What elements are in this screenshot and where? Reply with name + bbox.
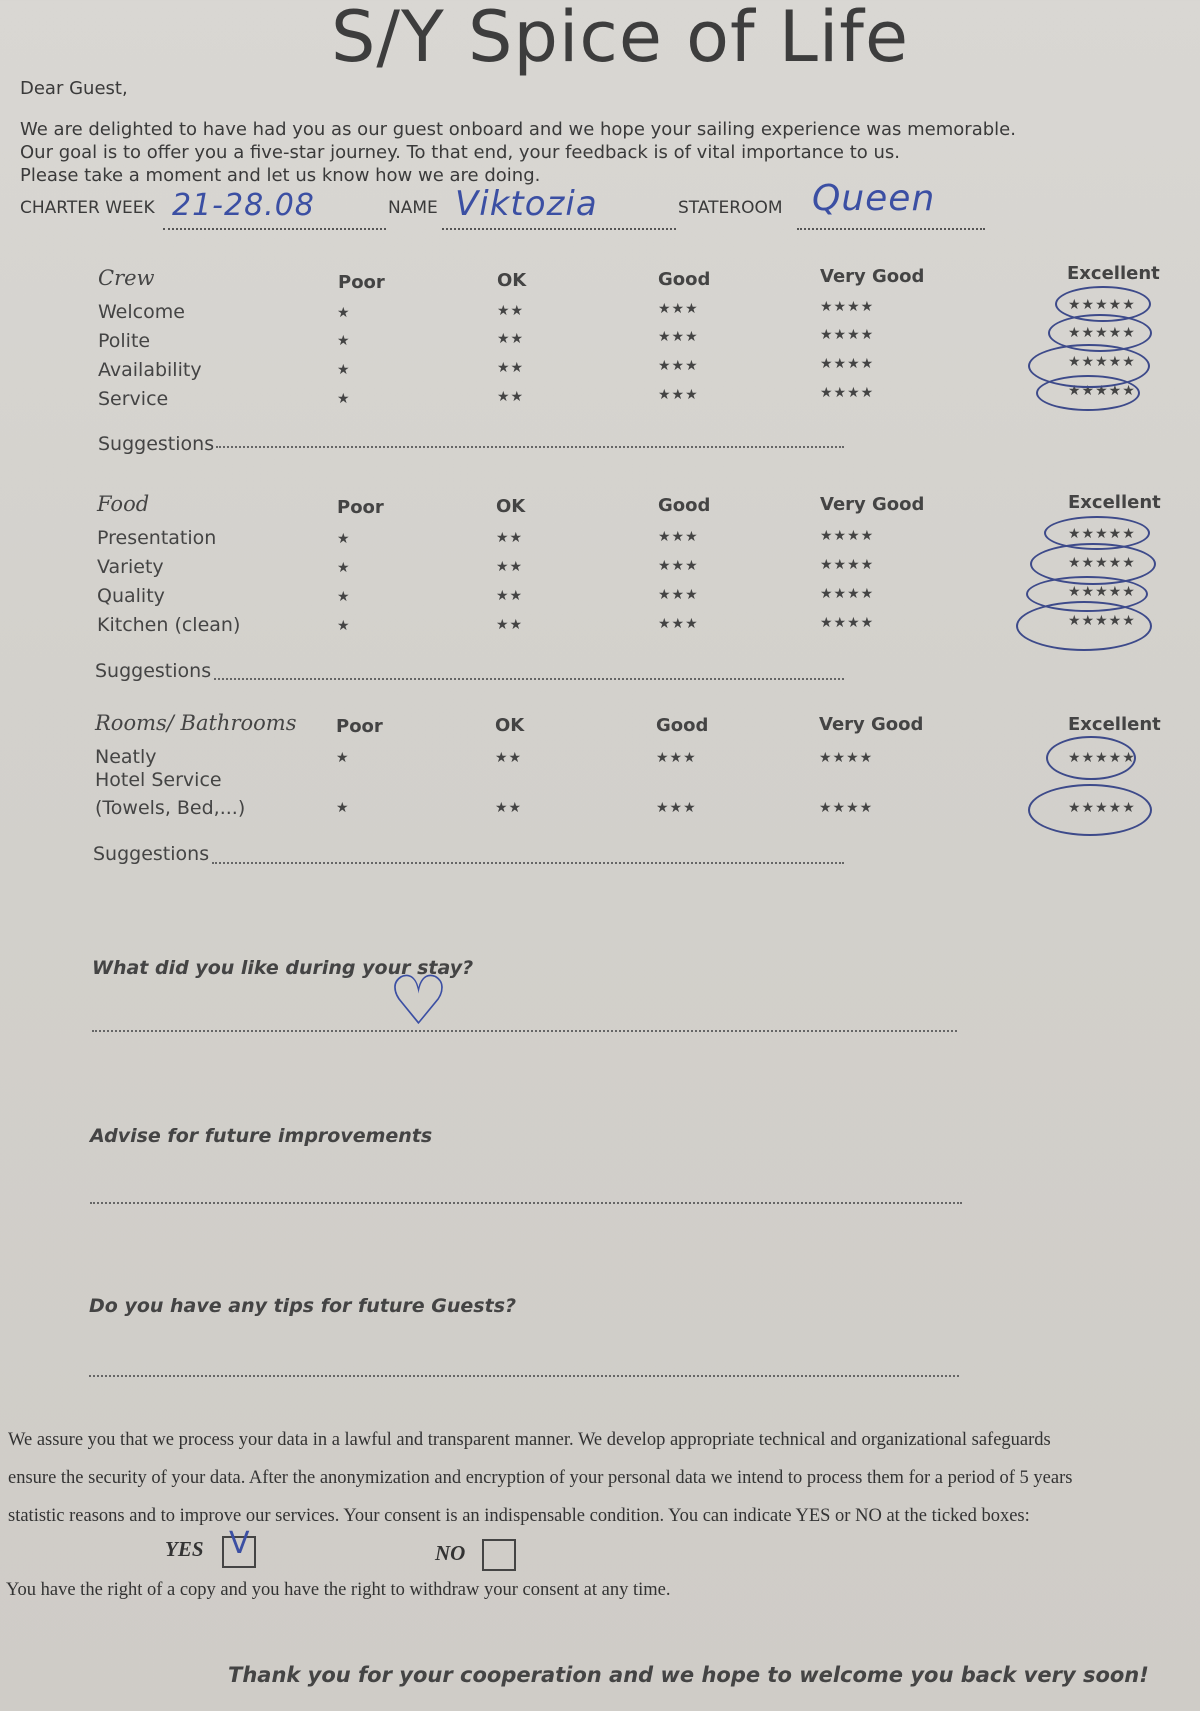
row-label-quality: Quality [97, 585, 165, 607]
rating-good[interactable]: ★★★ [656, 750, 697, 766]
section-title-rooms: Rooms/ Bathrooms [95, 711, 297, 735]
suggestions-field-food[interactable] [214, 676, 844, 680]
column-excellent: Excellent [1067, 263, 1160, 284]
rating-ok[interactable]: ★★ [496, 617, 524, 633]
yes-checkbox[interactable] [222, 1526, 256, 1568]
rating-ok[interactable]: ★★ [497, 389, 525, 405]
no-checkbox[interactable] [482, 1539, 516, 1571]
column-poor: Poor [338, 272, 385, 293]
rating-very-good[interactable]: ★★★★ [820, 299, 875, 315]
rating-good[interactable]: ★★★ [658, 558, 699, 574]
section-title-food: Food [97, 492, 150, 516]
selection-circle [1016, 601, 1152, 651]
rating-ok[interactable]: ★★ [495, 800, 523, 816]
row-label-hotel-service: Hotel Service [95, 769, 222, 791]
rating-very-good[interactable]: ★★★★ [820, 586, 875, 602]
rating-good[interactable]: ★★★ [658, 329, 699, 345]
rating-ok[interactable]: ★★ [497, 303, 525, 319]
row-label-polite: Polite [98, 330, 151, 352]
intro-text [20, 118, 1020, 187]
column-good: Good [658, 495, 711, 516]
row-label-service: Service [98, 388, 169, 410]
rating-good[interactable]: ★★★ [658, 587, 699, 603]
greeting: Dear Guest, [20, 78, 128, 99]
stateroom-label: STATEROOM [678, 198, 783, 218]
stateroom-value: Queen [812, 178, 936, 219]
question-liked: What did you like during your stay? [92, 957, 474, 979]
suggestions-field-crew[interactable] [216, 444, 844, 448]
suggestions-label-crew: Suggestions [98, 433, 215, 455]
rating-good[interactable]: ★★★ [658, 529, 699, 545]
rating-poor[interactable]: ★ [337, 618, 351, 634]
answer-field-tips[interactable] [89, 1373, 959, 1377]
suggestions-field-rooms[interactable] [212, 860, 844, 864]
row-label-kitchen: Kitchen (clean) [97, 614, 241, 636]
answer-field-liked[interactable] [92, 1028, 957, 1032]
column-poor: Poor [336, 716, 383, 737]
row-label-towels-bed: (Towels, Bed,...) [95, 797, 246, 819]
column-excellent: Excellent [1068, 492, 1161, 513]
rating-poor[interactable]: ★ [336, 750, 350, 766]
consent-rights: You have the right of a copy and you have the right to withdraw your consent at any time. [6, 1580, 671, 1600]
form-title: S/Y Spice of Life [330, 0, 910, 78]
rating-ok[interactable]: ★★ [496, 559, 524, 575]
rating-good[interactable]: ★★★ [658, 387, 699, 403]
row-label-variety: Variety [97, 556, 164, 578]
rating-excellent[interactable]: ★★★★★ [1068, 750, 1136, 766]
heart-icon: ♡ [388, 962, 450, 1041]
column-good: Good [658, 269, 711, 290]
rating-poor[interactable]: ★ [337, 560, 351, 576]
question-improvements: Advise for future improvements [90, 1125, 433, 1147]
column-very-good: Very Good [820, 266, 925, 287]
selection-circle [1028, 784, 1152, 836]
thank-you-message: Thank you for your cooperation and we hope to welcome you back very soon! [228, 1663, 1149, 1687]
intro-line: We are delighted to have had you as our guest onboard and we hope your sailing experience was memorable. [20, 119, 1016, 140]
intro-line: Please take a moment and let us know how we are doing. [20, 165, 541, 186]
rating-excellent[interactable]: ★★★★★ [1068, 613, 1136, 629]
rating-poor[interactable]: ★ [337, 589, 351, 605]
column-good: Good [656, 715, 709, 736]
rating-ok[interactable]: ★★ [496, 530, 524, 546]
rating-ok[interactable]: ★★ [496, 588, 524, 604]
rating-very-good[interactable]: ★★★★ [820, 327, 875, 343]
rating-excellent[interactable]: ★★★★★ [1068, 354, 1136, 370]
row-label-neatly: Neatly [95, 746, 157, 768]
rating-excellent[interactable]: ★★★★★ [1068, 800, 1136, 816]
rating-very-good[interactable]: ★★★★ [819, 800, 874, 816]
rating-good[interactable]: ★★★ [658, 358, 699, 374]
rating-very-good[interactable]: ★★★★ [820, 385, 875, 401]
column-ok: OK [496, 496, 526, 517]
no-label: NO [435, 1541, 466, 1565]
column-excellent: Excellent [1068, 714, 1161, 735]
check-mark-icon: V [229, 1526, 251, 1561]
rating-ok[interactable]: ★★ [495, 750, 523, 766]
rating-good[interactable]: ★★★ [658, 616, 699, 632]
name-label: NAME [388, 198, 438, 218]
row-label-availability: Availability [98, 359, 202, 381]
rating-very-good[interactable]: ★★★★ [820, 615, 875, 631]
answer-field-improvements[interactable] [90, 1200, 962, 1204]
rating-excellent[interactable]: ★★★★★ [1068, 584, 1136, 600]
column-very-good: Very Good [819, 714, 924, 735]
section-title-crew: Crew [98, 266, 155, 290]
column-poor: Poor [337, 497, 384, 518]
suggestions-label-food: Suggestions [95, 660, 212, 682]
rating-ok[interactable]: ★★ [497, 331, 525, 347]
consent-line: statistic reasons and to improve our services. Your consent is an indispensable condition. You can indicate YES or NO at the ticked boxes: [8, 1506, 1030, 1526]
rating-poor[interactable]: ★ [337, 362, 351, 378]
column-ok: OK [497, 270, 527, 291]
suggestions-label-rooms: Suggestions [93, 843, 210, 865]
rating-ok[interactable]: ★★ [497, 360, 525, 376]
row-label-welcome: Welcome [98, 301, 185, 323]
column-ok: OK [495, 715, 525, 736]
rating-very-good[interactable]: ★★★★ [820, 356, 875, 372]
charter-week-value: 21-28.08 [172, 188, 315, 223]
name-value: Viktozia [455, 184, 598, 224]
rating-excellent[interactable]: ★★★★★ [1068, 325, 1136, 341]
intro-line: Our goal is to offer you a five-star journey. To that end, your feedback is of vital importance to us. [20, 142, 901, 163]
consent-line: We assure you that we process your data in a lawful and transparent manner. We develop appropriate technical and organizational safeguards [8, 1430, 1051, 1450]
rating-very-good[interactable]: ★★★★ [820, 557, 875, 573]
rating-poor[interactable]: ★ [337, 531, 351, 547]
rating-very-good[interactable]: ★★★★ [819, 750, 874, 766]
rating-poor[interactable]: ★ [336, 800, 350, 816]
consent-line: ensure the security of your data. After the anonymization and encryption of your personal data we intend to process them for a period of 5 years [8, 1468, 1073, 1488]
yes-label: YES [165, 1537, 204, 1561]
rating-excellent[interactable]: ★★★★★ [1068, 383, 1136, 399]
rating-good[interactable]: ★★★ [656, 800, 697, 816]
rating-poor[interactable]: ★ [337, 333, 351, 349]
rating-very-good[interactable]: ★★★★ [820, 528, 875, 544]
selection-circle [1036, 375, 1140, 411]
rating-excellent[interactable]: ★★★★★ [1068, 297, 1136, 313]
charter-week-label: CHARTER WEEK [20, 198, 155, 218]
column-very-good: Very Good [820, 494, 925, 515]
rating-excellent[interactable]: ★★★★★ [1068, 555, 1136, 571]
selection-circle [1046, 736, 1136, 780]
rating-poor[interactable]: ★ [337, 391, 351, 407]
question-tips: Do you have any tips for future Guests? [89, 1295, 517, 1317]
row-label-presentation: Presentation [97, 527, 217, 549]
rating-good[interactable]: ★★★ [658, 301, 699, 317]
rating-excellent[interactable]: ★★★★★ [1068, 526, 1136, 542]
rating-poor[interactable]: ★ [337, 305, 351, 321]
